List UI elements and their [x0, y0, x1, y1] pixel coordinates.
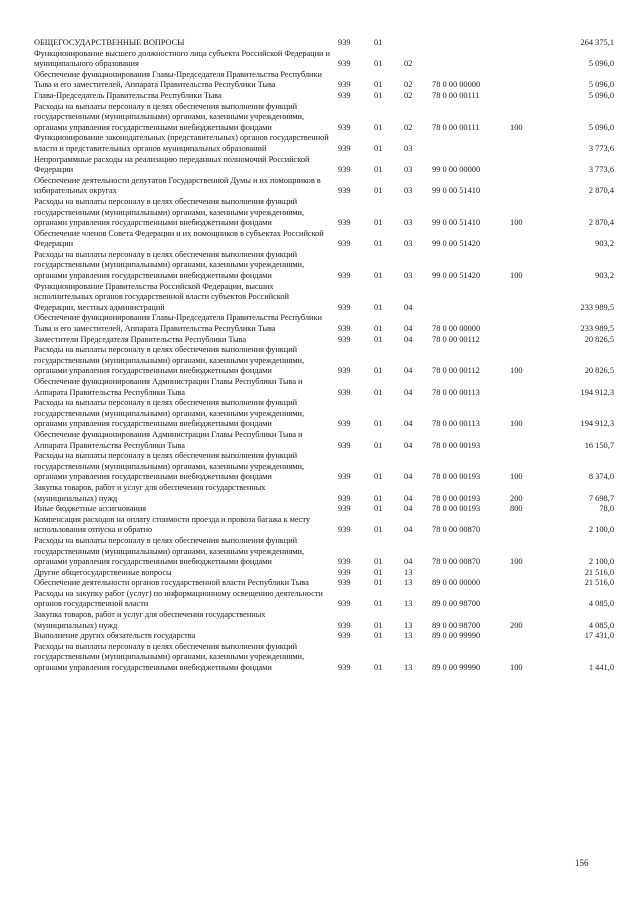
amount-cell: 5 096,0: [588, 59, 614, 69]
amount-cell: 4 085,0: [588, 620, 614, 630]
target-item-code-cell: 89 0 00 98700: [432, 599, 481, 609]
target-item-code-cell: 78 0 00 00193: [432, 440, 481, 450]
ministry-code-cell: 939: [338, 218, 351, 228]
subsection-code-cell: 04: [404, 302, 413, 312]
expense-type-code-cell: [510, 515, 540, 536]
section-code-cell: 01: [374, 599, 383, 609]
expense-name-cell: Обеспечение функционирования Администрации Главы Республики Тыва и Аппарата Правительства Республики Тыва: [34, 429, 303, 450]
subsection-code-cell: 02: [404, 122, 413, 132]
target-item-code-cell: 78 0 00 00112: [432, 334, 480, 344]
section-code-cell: 01: [374, 366, 383, 376]
expense-name-cell: Обеспечение членов Совета Федерации и их помощников в субъектах Российской Федерации: [34, 228, 324, 249]
expense-name-cell: Расходы на выплаты персоналу в целях обеспечения выполнения функций государственными (муниципальными) органами, казенными учреждениями, органами управления государственными внебюджетными фондами: [34, 345, 305, 376]
ministry-code-cell: 939: [338, 440, 351, 450]
subsection-code-cell: 04: [404, 493, 413, 503]
subsection-code-cell: 03: [404, 165, 413, 175]
amount-cell: 903,2: [595, 239, 614, 249]
target-item-code-cell: 89 0 00 99990: [432, 631, 481, 641]
table-row: [34, 133, 614, 154]
table-row: [34, 451, 614, 483]
expense-type-code-cell: 200: [510, 493, 523, 503]
section-code-cell: 01: [374, 80, 383, 90]
table-row: [34, 313, 614, 334]
amount-cell: 21 516,0: [584, 578, 614, 588]
expense-type-code-cell: 100: [510, 271, 523, 281]
section-code-cell: 01: [374, 631, 383, 641]
expense-type-code-cell: [510, 155, 540, 176]
expense-type-code-cell: [510, 70, 540, 91]
amount-cell: 5 096,0: [588, 80, 614, 90]
expense-name-cell: Расходы на выплаты персоналу в целях обеспечения выполнения функций государственными (муниципальными) органами, казенными учреждениями, органами управления государственными внебюджетными фондами: [34, 451, 305, 482]
section-code-cell: 01: [374, 324, 383, 334]
section-code-cell: 01: [374, 620, 383, 630]
ministry-code-cell: 939: [338, 38, 351, 47]
table-row: [34, 377, 614, 398]
section-code-cell: 01: [374, 440, 383, 450]
target-item-code-cell: 89 0 00 99990: [432, 663, 481, 673]
expense-name-cell: Компенсация расходов на оплату стоимости проезда и провоза багажа к месту использования отпуска и обратно: [34, 514, 311, 535]
target-item-code-cell: 78 0 00 00193: [432, 504, 481, 514]
ministry-code-cell: 939: [338, 366, 351, 376]
table-row: [34, 568, 614, 579]
amount-cell: 233 989,5: [580, 324, 614, 334]
table-row: [34, 155, 614, 176]
expense-type-code-cell: [510, 631, 540, 642]
amount-cell: 17 431,0: [584, 631, 614, 641]
subsection-code-cell: 04: [404, 387, 413, 397]
amount-cell: 20 826,5: [584, 366, 614, 376]
amount-cell: 2 870,4: [588, 218, 614, 228]
expense-name-cell: Выполнение других обязательств государства: [34, 631, 196, 641]
subsection-code-cell: 03: [404, 239, 413, 249]
table-row: [34, 282, 614, 314]
ministry-code-cell: 939: [338, 90, 351, 100]
target-item-code-cell: [432, 49, 510, 70]
section-code-cell: 01: [374, 239, 383, 249]
expense-name-cell: Расходы на выплаты персоналу в целях обеспечения выполнения функций государственными (муниципальными) органами, казенными учреждениями, органами управления государственными внебюджетными фондами: [34, 398, 305, 429]
expense-type-code-cell: [510, 377, 540, 398]
expense-type-code-cell: 800: [510, 504, 523, 514]
target-item-code-cell: 78 0 00 00112: [432, 366, 480, 376]
amount-cell: 20 826,5: [584, 334, 614, 344]
ministry-code-cell: 939: [338, 599, 351, 609]
section-code-cell: 01: [374, 334, 383, 344]
expense-type-code-cell: [510, 589, 540, 610]
amount-cell: 5 096,0: [588, 122, 614, 132]
table-row: [34, 610, 614, 631]
amount-cell: 5 096,0: [588, 90, 614, 100]
subsection-code-cell: 02: [404, 80, 413, 90]
ministry-code-cell: 939: [338, 504, 351, 514]
expense-name-cell: Функционирование законодательных (представительных) органов государственной власти и представительных органов муниципальных образований: [34, 133, 329, 153]
budget-table-body: [34, 38, 614, 674]
expense-name-cell: Расходы на закупку работ (услуг) по информационному освещению деятельности органов государственной власти: [34, 588, 323, 609]
section-code-cell: 01: [374, 59, 383, 69]
table-row: [34, 631, 614, 642]
expense-type-code-cell: [510, 430, 540, 451]
amount-cell: 903,2: [595, 271, 614, 281]
subsection-code-cell: 04: [404, 366, 413, 376]
section-code-cell: 01: [374, 525, 383, 535]
ministry-code-cell: 939: [338, 493, 351, 503]
amount-cell: 2 100,0: [588, 525, 614, 535]
section-code-cell: 01: [374, 271, 383, 281]
subsection-code-cell: 04: [404, 504, 413, 514]
expense-type-code-cell: 100: [510, 419, 523, 429]
ministry-code-cell: 939: [338, 525, 351, 535]
target-item-code-cell: 78 0 00 00113: [432, 419, 480, 429]
subsection-code-cell: 04: [404, 419, 413, 429]
section-code-cell: 01: [374, 504, 383, 514]
target-item-code-cell: 89 0 00 98700: [432, 620, 481, 630]
expense-name-cell: Обеспечение деятельности органов государственной власти Республики Тыва: [34, 578, 309, 588]
ministry-code-cell: 939: [338, 567, 351, 577]
expense-type-code-cell: [510, 229, 540, 250]
expense-name-cell: Обеспечение функционирования Главы-Председателя Правительства Республики Тыва и его заместителей, Аппарата Правительства Республики Тыва: [34, 69, 322, 90]
section-code-cell: 01: [374, 143, 383, 153]
target-item-code-cell: [432, 133, 510, 154]
ministry-code-cell: 939: [338, 387, 351, 397]
expense-type-code-cell: 100: [510, 218, 523, 228]
ministry-code-cell: 939: [338, 419, 351, 429]
expense-name-cell: Непрограммные расходы на реализацию переданных полномочий Российской Федерации: [34, 154, 310, 175]
section-code-cell: 01: [374, 493, 383, 503]
budget-document: [34, 38, 614, 674]
subsection-code-cell: [404, 38, 432, 49]
table-row: [34, 49, 614, 70]
target-item-code-cell: [432, 282, 510, 314]
expense-type-code-cell: [510, 91, 540, 102]
table-row: [34, 335, 614, 346]
expense-type-code-cell: [510, 282, 540, 314]
ministry-code-cell: 939: [338, 302, 351, 312]
section-code-cell: 01: [374, 472, 383, 482]
subsection-code-cell: 13: [404, 620, 413, 630]
expense-name-cell: Заместители Председателя Правительства Республики Тыва: [34, 334, 247, 344]
table-row: [34, 578, 614, 589]
section-code-cell: 01: [374, 186, 383, 196]
target-item-code-cell: 99 0 00 51420: [432, 239, 481, 249]
subsection-code-cell: 13: [404, 578, 413, 588]
subsection-code-cell: 13: [404, 599, 413, 609]
target-item-code-cell: 78 0 00 00000: [432, 80, 481, 90]
table-row: [34, 229, 614, 250]
expense-type-code-cell: 200: [510, 620, 523, 630]
target-item-code-cell: 99 0 00 00000: [432, 165, 481, 175]
section-code-cell: 01: [374, 663, 383, 673]
subsection-code-cell: 03: [404, 186, 413, 196]
expense-name-cell: Расходы на выплаты персоналу в целях обеспечения выполнения функций государственными (муниципальными) органами, казенными учреждениями, органами управления государственными внебюджетными фондами: [34, 249, 305, 281]
section-code-cell: 01: [374, 165, 383, 175]
table-row: [34, 102, 614, 134]
section-code-cell: 01: [374, 387, 383, 397]
subsection-code-cell: 02: [404, 59, 413, 69]
ministry-code-cell: 939: [338, 122, 351, 132]
subsection-code-cell: 13: [404, 663, 413, 673]
amount-cell: 2 870,4: [588, 186, 614, 196]
expense-name-cell: Функционирование высшего должностного лица субъекта Российской Федерации и муниципального образования: [34, 48, 330, 69]
table-row: [34, 430, 614, 451]
table-row: [34, 345, 614, 377]
expense-name-cell: Иные бюджетные ассигнования: [34, 504, 147, 514]
target-item-code-cell: 78 0 00 00193: [432, 472, 481, 482]
table-row: [34, 536, 614, 568]
expense-name-cell: Закупка товаров, работ и услуг для обеспечения государственных (муниципальных) нужд: [34, 482, 266, 503]
section-code-cell: 01: [374, 419, 383, 429]
target-item-code-cell: 78 0 00 00113: [432, 387, 480, 397]
expense-type-code-cell: 100: [510, 366, 523, 376]
expense-name-cell: Обеспечение функционирования Главы-Председателя Правительства Республики Тыва и его заместителей, Аппарата Правительства Республики Тыва: [34, 313, 322, 334]
subsection-code-cell: 04: [404, 557, 413, 567]
section-code-cell: 01: [374, 90, 383, 100]
amount-cell: 7 698,7: [588, 493, 614, 503]
ministry-code-cell: 939: [338, 663, 351, 673]
ministry-code-cell: 939: [338, 186, 351, 196]
target-item-code-cell: 78 0 00 00000: [432, 324, 481, 334]
subsection-code-cell: 04: [404, 324, 413, 334]
amount-cell: 264 375,1: [580, 38, 614, 47]
table-row: [34, 483, 614, 504]
expense-type-code-cell: 100: [510, 663, 523, 673]
expense-name-cell: Расходы на выплаты персоналу в целях обеспечения выполнения функций государственными (муниципальными) органами, казенными учреждениями, органами управления государственными внебюджетными фондами: [34, 535, 305, 567]
amount-cell: 8 374,0: [588, 472, 614, 482]
ministry-code-cell: 939: [338, 631, 351, 641]
target-item-code-cell: [432, 38, 510, 49]
subsection-code-cell: 04: [404, 440, 413, 450]
ministry-code-cell: 939: [338, 620, 351, 630]
subsection-code-cell: 03: [404, 143, 413, 153]
expense-type-code-cell: [510, 313, 540, 334]
expense-type-code-cell: [510, 176, 540, 197]
expense-name-cell: Обеспечение деятельности депутатов Государственной Думы и их помощников в избирательных округах: [34, 175, 321, 196]
expense-name-cell: Расходы на выплаты персоналу в целях обеспечения выполнения функций государственными (муниципальными) органами, казенными учреждениями, органами управления государственными внебюджетными фондами: [34, 101, 305, 132]
expense-name-cell: ОБЩЕГОСУДАРСТВЕННЫЕ ВОПРОСЫ: [34, 38, 185, 47]
expense-name-cell: Закупка товаров, работ и услуг для обеспечения государственных (муниципальных) нужд: [34, 610, 266, 630]
amount-cell: 3 773,6: [588, 143, 614, 153]
target-item-code-cell: 78 0 00 00111: [432, 90, 480, 100]
amount-cell: 16 150,7: [584, 440, 614, 450]
ministry-code-cell: 939: [338, 165, 351, 175]
subsection-code-cell: 02: [404, 90, 413, 100]
table-row: [34, 176, 614, 197]
ministry-code-cell: 939: [338, 59, 351, 69]
target-item-code-cell: 78 0 00 00870: [432, 557, 481, 567]
expense-type-code-cell: [510, 133, 540, 154]
ministry-code-cell: 939: [338, 324, 351, 334]
section-code-cell: 01: [374, 122, 383, 132]
expense-type-code-cell: 100: [510, 557, 523, 567]
expense-type-code-cell: [510, 38, 540, 49]
expense-name-cell: Глава-Председатель Правительства Республики Тыва: [34, 90, 222, 100]
ministry-code-cell: 939: [338, 143, 351, 153]
ministry-code-cell: 939: [338, 557, 351, 567]
subsection-code-cell: 13: [404, 567, 413, 577]
expense-name-cell: Расходы на выплаты персоналу в целях обеспечения выполнения функций государственными (муниципальными) органами, казенными учреждениями, органами управления государственными внебюджетными фондами: [34, 196, 305, 228]
ministry-code-cell: 939: [338, 80, 351, 90]
budget-table: [34, 38, 614, 674]
amount-cell: 21 516,0: [584, 567, 614, 577]
section-code-cell: 01: [374, 218, 383, 228]
target-item-code-cell: 99 0 00 51420: [432, 271, 481, 281]
table-row: [34, 515, 614, 536]
target-item-code-cell: 89 0 00 00000: [432, 578, 481, 588]
subsection-code-cell: 04: [404, 525, 413, 535]
amount-cell: 4 085,0: [588, 599, 614, 609]
expense-type-code-cell: [510, 578, 540, 589]
ministry-code-cell: 939: [338, 578, 351, 588]
expense-name-cell: Расходы на выплаты персоналу в целях обеспечения выполнения функций государственными (муниципальными) органами, казенными учреждениями, органами управления государственными внебюджетными фондами: [34, 641, 305, 673]
expense-name-cell: Обеспечение функционирования Администрации Главы Республики Тыва и Аппарата Правительства Республики Тыва: [34, 377, 303, 397]
section-code-cell: 01: [374, 567, 383, 577]
amount-cell: 2 100,0: [588, 557, 614, 567]
subsection-code-cell: 04: [404, 472, 413, 482]
table-row: [34, 504, 614, 515]
expense-name-cell: Другие общегосударственные вопросы: [34, 567, 172, 577]
amount-cell: 194 912,3: [580, 387, 614, 397]
expense-type-code-cell: [510, 568, 540, 579]
section-code-cell: 01: [374, 557, 383, 567]
expense-type-code-cell: [510, 335, 540, 346]
target-item-code-cell: 78 0 00 00870: [432, 525, 481, 535]
target-item-code-cell: 78 0 00 00193: [432, 493, 481, 503]
target-item-code-cell: [432, 568, 510, 579]
target-item-code-cell: 99 0 00 51410: [432, 218, 481, 228]
table-row: [34, 197, 614, 229]
target-item-code-cell: 99 0 00 51410: [432, 186, 481, 196]
subsection-code-cell: 13: [404, 631, 413, 641]
subsection-code-cell: 04: [404, 334, 413, 344]
table-row: [34, 91, 614, 102]
table-row: [34, 398, 614, 430]
section-code-cell: 01: [374, 302, 383, 312]
table-row: [34, 250, 614, 282]
ministry-code-cell: 939: [338, 472, 351, 482]
amount-cell: 1 441,0: [588, 663, 614, 673]
amount-cell: 78,0: [599, 504, 614, 514]
expense-type-code-cell: [510, 49, 540, 70]
expense-type-code-cell: 100: [510, 122, 523, 132]
expense-type-code-cell: 100: [510, 472, 523, 482]
amount-cell: 233 989,5: [580, 302, 614, 312]
ministry-code-cell: 939: [338, 334, 351, 344]
amount-cell: 194 912,3: [580, 419, 614, 429]
subsection-code-cell: 03: [404, 271, 413, 281]
table-row: [34, 38, 614, 49]
table-row: [34, 589, 614, 610]
section-code-cell: 01: [374, 578, 383, 588]
table-row: [34, 70, 614, 91]
subsection-code-cell: 03: [404, 218, 413, 228]
ministry-code-cell: 939: [338, 271, 351, 281]
ministry-code-cell: 939: [338, 239, 351, 249]
expense-name-cell: Функционирование Правительства Российской Федерации, высших исполнительных органов государственной власти субъектов Российской Федерации, местных администраций: [34, 281, 289, 312]
table-row: [34, 642, 614, 674]
target-item-code-cell: 78 0 00 00111: [432, 122, 480, 132]
page-number: 156: [575, 858, 589, 868]
amount-cell: 3 773,6: [588, 165, 614, 175]
section-code-cell: 01: [374, 38, 383, 47]
